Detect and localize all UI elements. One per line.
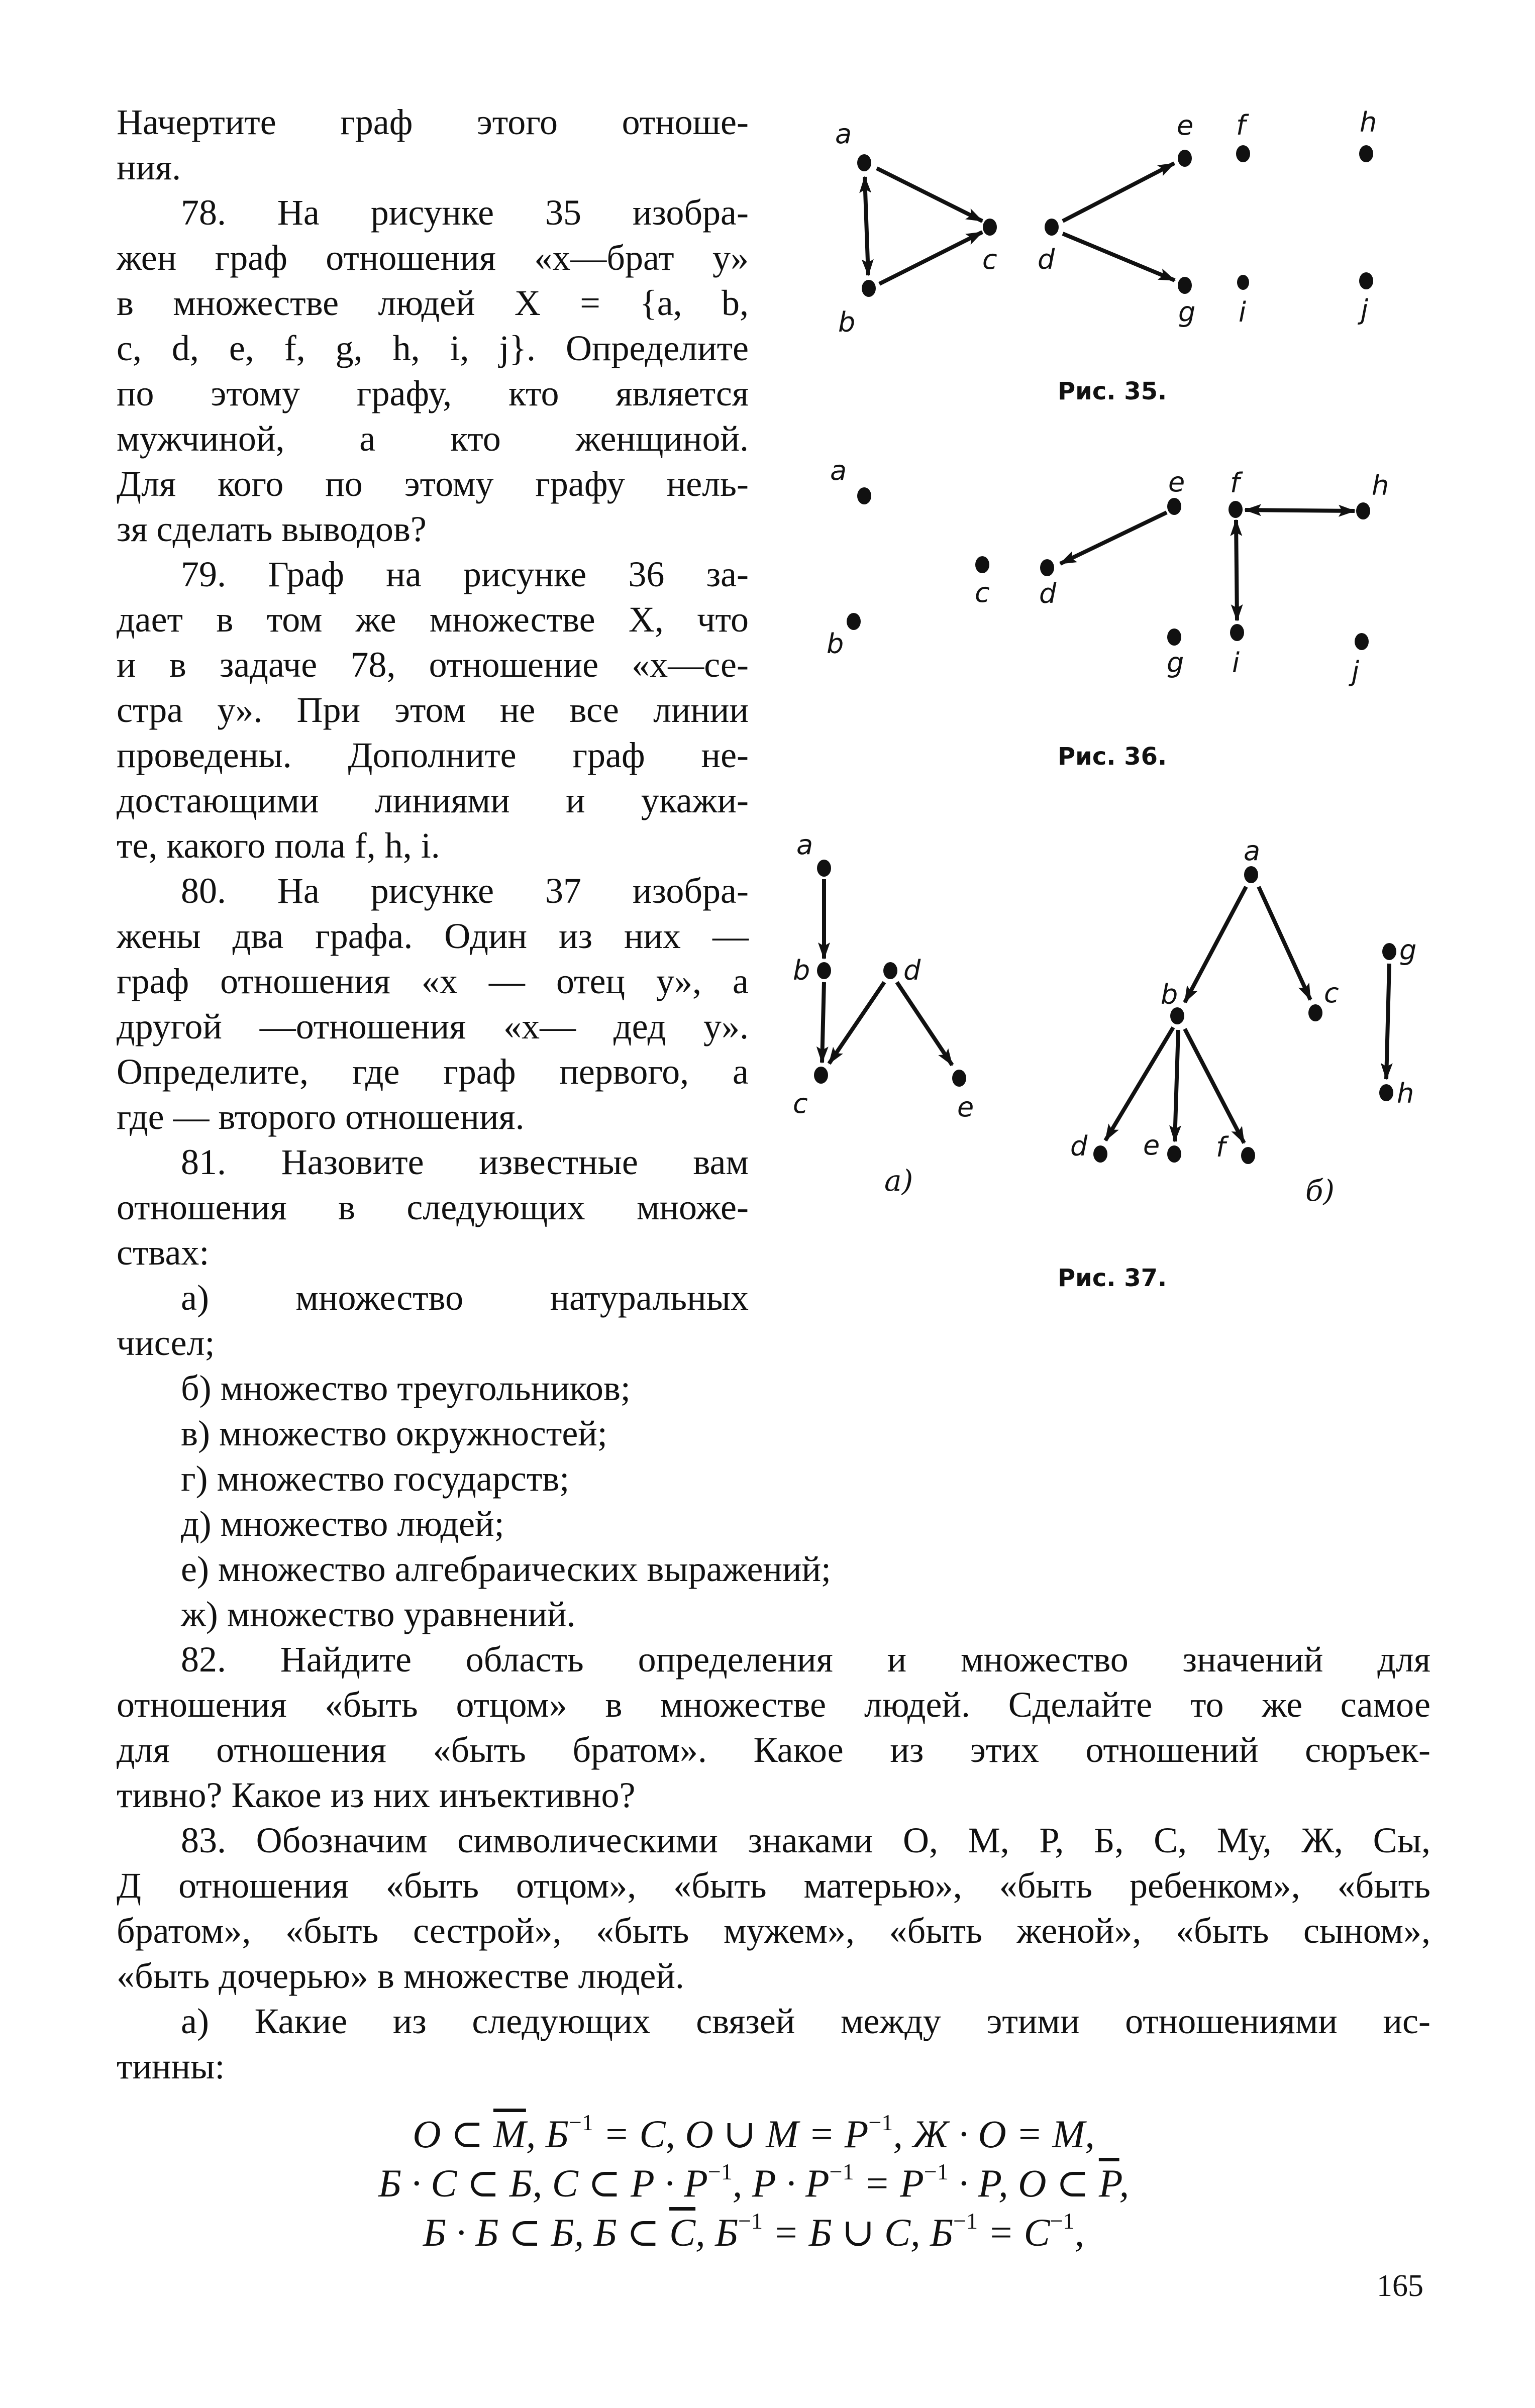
node-label: b xyxy=(838,306,856,338)
node-a xyxy=(817,860,831,877)
node-label: h xyxy=(1372,470,1389,501)
formula-part: , xyxy=(1074,2211,1085,2254)
node-label: j xyxy=(1361,294,1369,326)
text-line: ствах: xyxy=(117,1232,210,1273)
node-d xyxy=(1045,219,1059,236)
node-label: a xyxy=(835,118,852,150)
node-h xyxy=(1356,502,1370,519)
node-label: b xyxy=(1161,979,1178,1010)
text-line: ния. xyxy=(117,147,181,187)
node-i xyxy=(1230,624,1244,641)
edge-a-b xyxy=(865,177,868,275)
node-label: g xyxy=(1399,934,1417,966)
edge-g-h xyxy=(1386,964,1389,1079)
text-line: отношения «быть отцом» в множестве людей. Сделайте то же самое xyxy=(117,1685,1430,1725)
figure-caption: Рис. 36. xyxy=(1058,743,1167,771)
subquestion-a: а) Какие из следующих связей между этими отношениями ис- xyxy=(181,2001,1430,2041)
formula-exponent: −1 xyxy=(924,2159,949,2184)
text-line: Для кого по этому графу нель- xyxy=(117,464,749,504)
node-b xyxy=(847,613,861,630)
edge-d-e xyxy=(897,982,952,1065)
node-label: h xyxy=(1397,1078,1414,1109)
list-item: е) множество алгебраических выражений; xyxy=(181,1549,831,1589)
text-line: и в задаче 78, отношение «x—се- xyxy=(117,645,749,685)
problem-83-start: 83. Обозначим символическими знаками О, М, Р, Б, С, Му, Ж, Сы, xyxy=(181,1820,1430,1860)
text-line: Определите, где граф первого, а xyxy=(117,1052,749,1092)
edge-a-c xyxy=(1259,887,1310,1000)
formula-row-2 xyxy=(151,2159,1357,2208)
text-line: тинны: xyxy=(117,2046,225,2086)
formula-exponent: −1 xyxy=(829,2159,854,2184)
formula-part: , Р · Р xyxy=(732,2161,830,2205)
figure-36 xyxy=(827,455,1389,771)
node-e xyxy=(952,1070,966,1087)
formula-part: · Р, О ⊂ xyxy=(948,2161,1099,2205)
figure-37a xyxy=(793,829,974,1198)
edge-f-h xyxy=(1245,510,1355,511)
figure-caption: Рис. 37. xyxy=(1058,1264,1167,1292)
text-line: братом», «быть сестрой», «быть мужем», «быть женой», «быть сыном», xyxy=(117,1911,1430,1951)
edge-b-c xyxy=(822,982,824,1063)
node-label: e xyxy=(957,1091,974,1123)
text-line: где — второго отношения. xyxy=(117,1097,525,1137)
text-line: жены два графа. Один из них — xyxy=(117,916,749,956)
formula-part: , Б xyxy=(695,2211,739,2254)
node-label: e xyxy=(1177,110,1194,141)
node-label: f xyxy=(1230,467,1240,499)
node-label: c xyxy=(975,577,990,608)
node-label: g xyxy=(1178,296,1196,328)
edge-b-c xyxy=(879,232,982,284)
formula-part: = С xyxy=(978,2211,1050,2254)
node-label: h xyxy=(1360,107,1377,138)
text-line: достающими линиями и укажи- xyxy=(117,780,749,820)
node-label: d xyxy=(1039,578,1057,609)
text-line: в множестве людей X = {a, b, xyxy=(117,283,749,323)
text-line: граф отношения «x — отец y», а xyxy=(117,961,749,1001)
node-e xyxy=(1167,498,1181,515)
text-line: тивно? Какое из них инъективно? xyxy=(117,1775,636,1815)
formula-part: Б · Б ⊂ Б, Б ⊂ xyxy=(423,2211,670,2254)
text-line: дает в том же множестве X, что xyxy=(117,599,749,640)
text-line: чисел; xyxy=(117,1323,215,1363)
list-item: д) множество людей; xyxy=(181,1504,504,1544)
node-label: c xyxy=(793,1088,808,1119)
node-h xyxy=(1359,145,1373,162)
node-g xyxy=(1167,629,1181,646)
node-label: e xyxy=(1168,466,1185,498)
text-line: Начертите граф этого отноше- xyxy=(117,102,749,142)
text-line: Д отношения «быть отцом», «быть матерью», «быть ребенком», «быть xyxy=(117,1865,1430,1906)
node-h xyxy=(1379,1084,1393,1101)
node-d xyxy=(1093,1145,1107,1163)
node-a xyxy=(857,487,871,504)
problem-82-start: 82. Найдите область определения и множество значений для xyxy=(181,1639,1430,1680)
node-b xyxy=(862,280,876,297)
text-line: зя сделать выводов? xyxy=(117,509,427,549)
edge-b-f xyxy=(1185,1029,1244,1143)
text-line: для отношения «быть братом». Какое из этих отношений сюръек- xyxy=(117,1730,1430,1770)
text-line: мужчиной, а кто женщиной. xyxy=(117,418,749,459)
node-label: e xyxy=(1143,1129,1160,1161)
edge-d-g xyxy=(1063,234,1175,280)
edge-b-d xyxy=(1105,1027,1173,1140)
formula-exponent: −1 xyxy=(953,2208,978,2234)
node-g xyxy=(1382,943,1396,960)
formula-part: Р xyxy=(1098,2161,1119,2205)
node-label: c xyxy=(982,244,997,275)
node-d xyxy=(1040,559,1054,576)
text-line: другой —отношения «x— дед y». xyxy=(117,1006,749,1046)
node-label: d xyxy=(903,955,921,986)
text-line: «быть дочерью» в множестве людей. xyxy=(117,1956,684,1996)
formula-part: С xyxy=(669,2211,696,2254)
formula-part: = Р xyxy=(854,2161,924,2205)
node-f xyxy=(1241,1147,1255,1164)
formula-exponent: −1 xyxy=(738,2208,763,2234)
text-line: стра y». При этом не все линии xyxy=(117,690,749,730)
formula-part: = С, О ∪ М = Р xyxy=(593,2112,869,2156)
node-a xyxy=(1244,866,1258,883)
figure-caption: Рис. 35. xyxy=(1058,377,1167,405)
formula-exponent: −1 xyxy=(1050,2208,1075,2234)
node-label: f xyxy=(1236,110,1246,141)
subfigure-label-b: б) xyxy=(1305,1174,1335,1208)
node-j xyxy=(1359,272,1373,289)
node-a xyxy=(857,154,871,171)
formula-part: , Б xyxy=(526,2112,569,2156)
node-label: b xyxy=(827,628,844,660)
node-label: b xyxy=(793,955,810,986)
text-line: проведены. Дополните граф не- xyxy=(117,735,749,775)
edge-a-c xyxy=(877,168,982,221)
text-line: отношения в следующих множе- xyxy=(117,1187,749,1227)
node-f xyxy=(1229,501,1243,518)
problem-78-start: 78. На рисунке 35 изобра- xyxy=(181,192,749,233)
page-number: 165 xyxy=(1377,2269,1423,2303)
formula-part: , Ж · О = М, xyxy=(893,2112,1095,2156)
formula-exponent: −1 xyxy=(707,2159,733,2184)
problem-81-start: 81. Назовите известные вам xyxy=(181,1142,749,1182)
list-item: в) множество окружностей; xyxy=(181,1413,607,1453)
text-line: те, какого пола f, h, i. xyxy=(117,825,440,866)
node-label: g xyxy=(1167,647,1184,679)
node-label: a xyxy=(796,829,813,861)
node-label: i xyxy=(1239,296,1247,328)
edge-f-i xyxy=(1236,520,1237,620)
edge-a-b xyxy=(1185,887,1246,1002)
node-c xyxy=(975,556,989,573)
node-label: a xyxy=(830,455,847,486)
subfigure-label-a: а) xyxy=(884,1164,913,1198)
node-e xyxy=(1167,1145,1181,1163)
edge-b-e xyxy=(1175,1030,1178,1141)
node-c xyxy=(983,219,997,236)
list-item: б) множество треугольников; xyxy=(181,1368,631,1408)
list-item: а) множество натуральных xyxy=(181,1278,749,1318)
node-f xyxy=(1236,145,1250,162)
text-line: жен граф отношения «x—брат y» xyxy=(117,238,749,278)
figure-35 xyxy=(835,107,1377,405)
figure-37b xyxy=(1070,835,1416,1208)
formula-part: Б · С ⊂ Б, С ⊂ Р · Р xyxy=(378,2161,708,2205)
edge-d-c xyxy=(829,982,884,1064)
node-b xyxy=(817,962,831,979)
node-label: f xyxy=(1216,1131,1226,1163)
node-label: d xyxy=(1038,244,1055,275)
node-c xyxy=(1308,1004,1322,1021)
problem-80-start: 80. На рисунке 37 изобра- xyxy=(181,871,749,911)
formula-part: М xyxy=(493,2112,526,2156)
formula-exponent: −1 xyxy=(568,2110,593,2135)
node-c xyxy=(814,1067,828,1084)
text-line: по этому графу, кто является xyxy=(117,373,749,413)
formula-part: = Б ∪ С, Б xyxy=(763,2211,954,2254)
node-e xyxy=(1178,150,1192,167)
formula-row-3 xyxy=(151,2209,1357,2257)
text-line: c, d, e, f, g, h, i, j}. Определите xyxy=(117,328,749,368)
list-item: ж) множество уравнений. xyxy=(181,1594,576,1634)
node-label: d xyxy=(1070,1130,1088,1162)
formula-part: О ⊂ xyxy=(413,2112,493,2156)
node-g xyxy=(1178,277,1192,294)
edge-e-d xyxy=(1060,512,1167,564)
problem-79-start: 79. Граф на рисунке 36 за- xyxy=(181,554,749,594)
formula-exponent: −1 xyxy=(868,2110,893,2135)
node-i xyxy=(1237,275,1249,290)
list-item: г) множество государств; xyxy=(181,1458,570,1499)
formula-part: , xyxy=(1119,2161,1130,2205)
formula-row-1 xyxy=(151,2110,1357,2158)
node-j xyxy=(1355,633,1369,650)
edge-d-e xyxy=(1063,163,1174,221)
node-label: a xyxy=(1244,835,1261,867)
node-label: i xyxy=(1232,647,1240,679)
node-label: j xyxy=(1352,656,1360,687)
node-label: c xyxy=(1324,977,1339,1009)
node-d xyxy=(883,962,897,979)
